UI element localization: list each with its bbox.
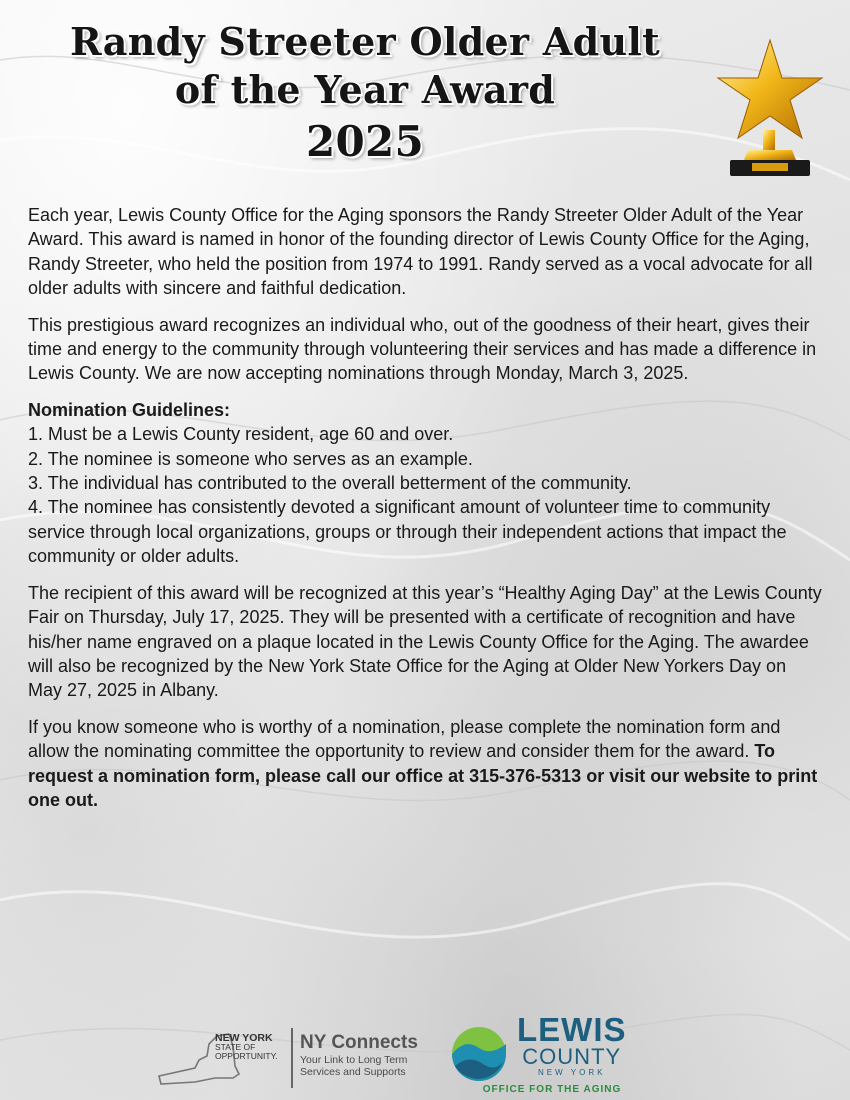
ny-connects-tagline-1: Your Link to Long Term [300, 1054, 408, 1066]
guideline-item: 4. The nominee has consistently devoted a significant amount of volunteer time to community service through local organizations, groups or through their independent actions that impact the community or older adults. [28, 497, 787, 567]
logo-divider [291, 1028, 293, 1088]
guideline-item: 3. The individual has contributed to the overall betterment of the community. [28, 473, 632, 494]
guideline-item: 2. The nominee is someone who serves as an example. [28, 448, 473, 469]
recipient-paragraph: The recipient of this award will be recognized at this year’s “Healthy Aging Day” at the Lewis County Fair on Thursday, July 17, 2025. They will be presented with a certificate of recognition and have his/her name engraved on a plaque located in the Lewis County Office for the Aging. The awardee will also be recognized by the New York State Office for the Aging at Older New Yorkers Day on May 27, 2025 in Albany. [28, 582, 822, 701]
body-content [28, 203, 824, 824]
closing-paragraph [28, 715, 824, 813]
ny-connects-tagline-2: Services and Supports [300, 1066, 406, 1078]
intro-paragraph: Each year, Lewis County Office for the Aging sponsors the Randy Streeter Older Adult of the Year Award. This award is named in honor of the founding director of Lewis County Office for the Aging, Randy Streeter, who held the position from 1974 to 1991. Randy served as a vocal advocate for all older adults with sincere and faithful dedication. [28, 205, 813, 299]
lewis-name: LEWIS [517, 1011, 627, 1048]
gold-star-trophy-icon [708, 38, 826, 178]
title-year: 2025 [305, 117, 425, 166]
guidelines-heading: Nomination Guidelines: [28, 399, 231, 420]
guidelines-section [28, 398, 824, 569]
ny-state-logo-text [215, 1034, 278, 1061]
ny-connects-name: NY Connects [300, 1032, 418, 1053]
prestige-paragraph: This prestigious award recognizes an individual who, out of the goodness of their heart, gives their time and energy to the community through volunteering their services and has made a difference in Lewis County. We are now accepting nominations through Monday, March 3, 2025. [28, 314, 817, 384]
ny-state-line-1: NEW YORK [215, 1032, 273, 1044]
closing-text: If you know someone who is worthy of a nomination, please complete the nomination form and allow the nominating committee the opportunity to review and consider them for the award. [28, 716, 781, 762]
ny-connects-logo [300, 1032, 418, 1078]
lewis-county-logo-text [482, 1011, 627, 1095]
lewis-new-york: NEW YORK [538, 1068, 606, 1077]
footer-logos [155, 1010, 635, 1094]
ny-state-line-2: STATE OF [215, 1042, 256, 1052]
closing-call-to-action: To request a nomination form, please call our office at 315-376-5313 or visit our website to print one out. [28, 741, 818, 810]
title-line-1: Randy Streeter Older Adult [70, 19, 660, 64]
page-title [60, 18, 670, 166]
ny-state-line-3: OPPORTUNITY. [215, 1051, 278, 1061]
title-line-2: of the Year Award [174, 67, 556, 112]
guideline-item: 1. Must be a Lewis County resident, age 60 and over. [28, 424, 454, 445]
lewis-county: COUNTY [522, 1044, 622, 1069]
lewis-county-landscape-logo-icon [445, 1024, 513, 1084]
lewis-office-for-aging: OFFICE FOR THE AGING [482, 1084, 622, 1095]
